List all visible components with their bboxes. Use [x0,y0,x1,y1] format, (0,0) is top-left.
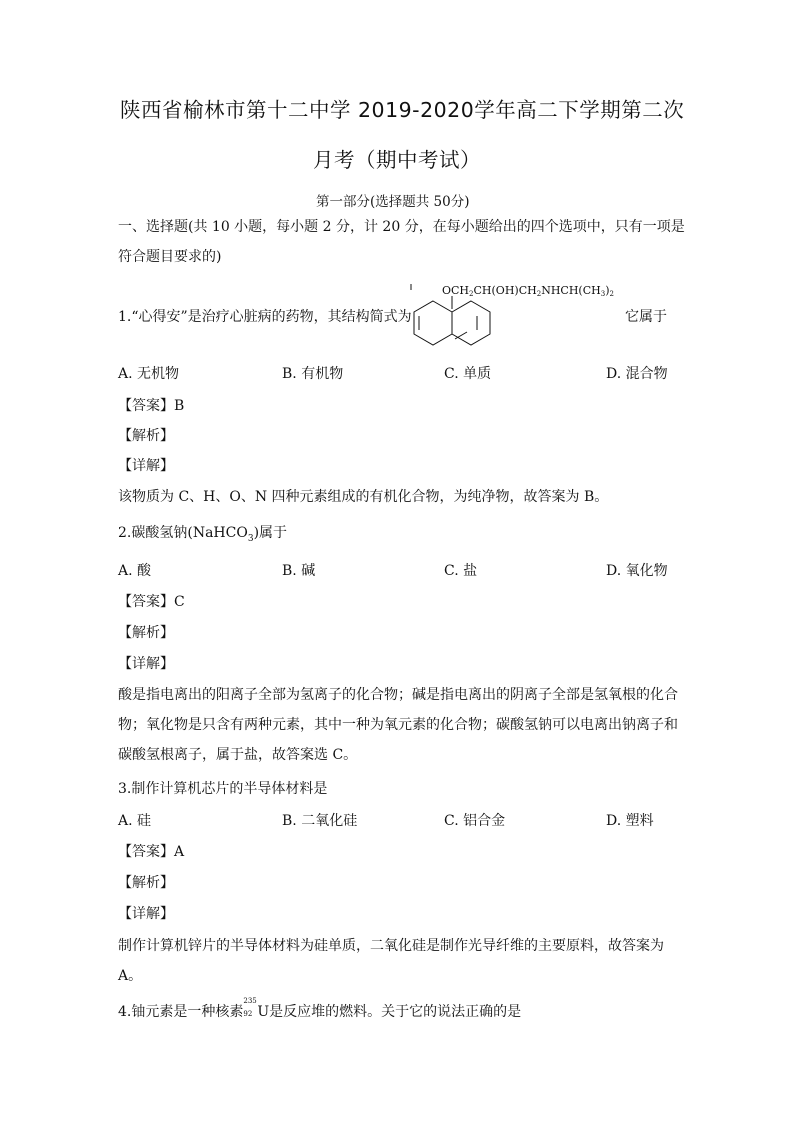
q3-option-a: A. 硅 [118,813,152,829]
q3-option-d: D. 塑料 [606,813,654,829]
q2-stem-formula-subscript: 3 [247,533,254,544]
q2-analysis-label: 【解析】 [118,625,174,641]
structure-left-ring [414,301,452,345]
q3-analysis-label: 【解析】 [118,875,174,891]
q4-stem-prefix: 4.铀元素是一种核素 [118,1004,244,1020]
q4-nuclide-notation [243,997,257,1018]
q2-option-a: A. 酸 [118,563,152,579]
q2-stem-suffix: )属于 [253,525,288,541]
q3-stem: 3.制作计算机芯片的半导体材料是 [118,781,328,797]
q2-option-c: C. 盐 [444,563,478,579]
structure-right-ring [452,301,490,345]
q3-answer: 【答案】A [118,844,185,860]
q2-stem-formula: NaHCO [192,525,248,541]
q3-option-c: C. 铝合金 [444,813,506,829]
q4-element-symbol: U [257,1004,270,1020]
q4-stem [118,997,522,1021]
structure-double-bond-3 [455,332,467,339]
q2-detail-label: 【详解】 [118,656,174,672]
q3-explanation-line-2: A。 [118,968,143,984]
section-intro-line-1: 一、选择题(共 10 小题，每小题 2 分，计 20 分，在每小题给出的四个选项中，只有一项是 [118,219,685,235]
q4-mass-number: 235 [243,997,257,1005]
q2-stem-prefix: 2.碳酸氢钠( [118,525,193,541]
q2-answer: 【答案】C [118,594,185,610]
q1-option-b: B. 有机物 [282,366,344,382]
q3-explanation-line-1: 制作计算机锌片的半导体材料为硅单质，二氧化硅是制作光导纤维的主要原料，故答案为 [118,938,664,954]
q1-explanation: 该物质为 C、H、O、N 四种元素组成的有机化合物，为纯净物，故答案为 B。 [118,489,609,505]
q1-option-a: A. 无机物 [118,366,180,382]
q3-option-b: B. 二氧化硅 [282,813,358,829]
page-title-line-2: 月考（期中考试） [313,148,481,172]
q2-explanation-line-1: 酸是指电离出的阳离子全部为氢离子的化合物；碱是指电离出的阴离子全部是氢氧根的化合 [118,687,678,703]
q3-detail-label: 【详解】 [118,906,174,922]
q2-option-b: B. 碱 [282,563,316,579]
q2-stem [118,522,287,544]
part-heading: 第一部分(选择题共 50分) [316,194,470,210]
q1-detail-label: 【详解】 [118,458,174,474]
q1-option-d: D. 混合物 [606,366,668,382]
q2-explanation-line-3: 碳酸氢根离子，属于盐，故答案选 C。 [118,747,358,763]
q1-stem-suffix: 它属于 [625,309,667,325]
section-intro-line-2: 符合题目要求的) [118,249,222,265]
q2-option-d: D. 氧化物 [606,563,668,579]
q4-stem-suffix: 是反应堆的燃料。关于它的说法正确的是 [269,1004,522,1020]
naphthalene-structure-diagram [408,272,623,352]
q1-option-c: C. 单质 [444,366,492,382]
page-title-line-1: 陕西省榆林市第十二中学 2019-2020学年高二下学期第二次 [120,98,685,122]
q2-explanation-line-2: 物；氧化物是只含有两种元素，其中一种为氧元素的化合物；碳酸氢钠可以电离出钠离子和 [118,717,678,733]
q1-stem: 1.“心得安”是治疗心脏病的药物，其结构简式为 [118,309,412,325]
q1-analysis-label: 【解析】 [118,428,174,444]
q1-answer: 【答案】B [118,398,185,414]
q4-atomic-number: 92 [243,1010,253,1018]
structure-substituent-formula: OCH2CH(OH)CH2NHCH(CH3)2 [442,284,614,298]
